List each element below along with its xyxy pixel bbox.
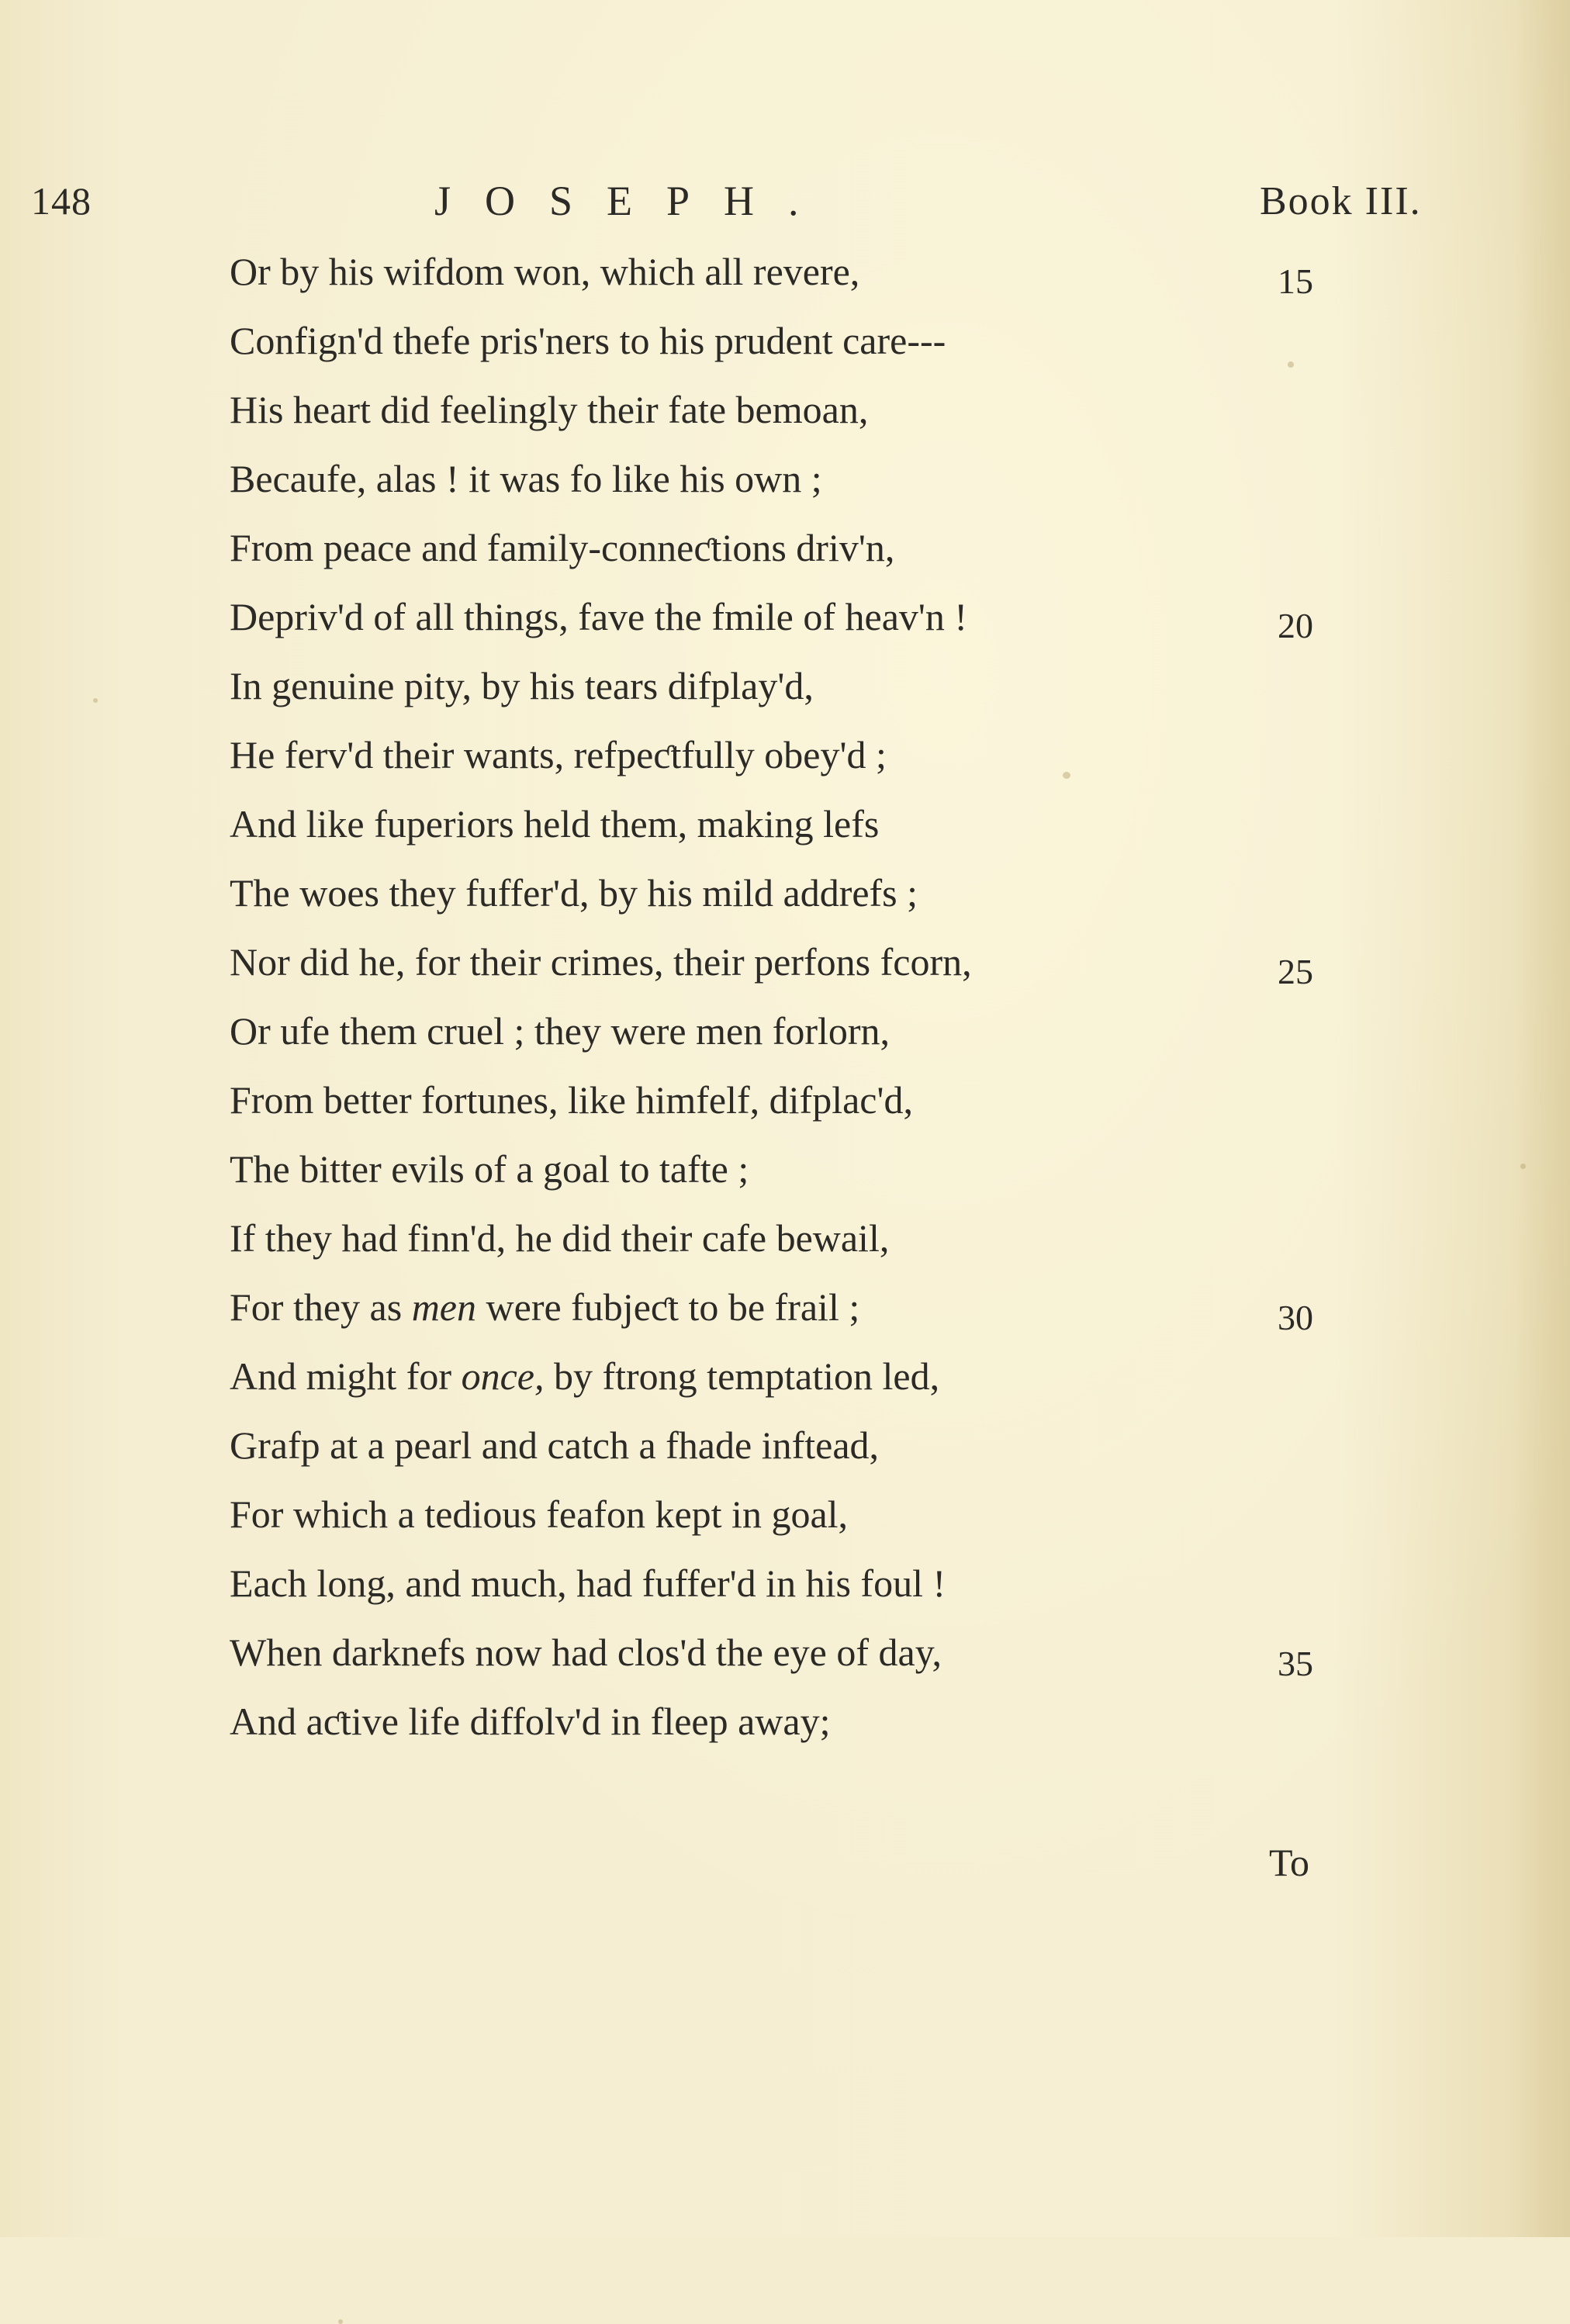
verse-line: Depriv'd of all things, fave the fmile of heav'n ! xyxy=(230,595,968,638)
paper-speck xyxy=(1063,772,1070,779)
verse-line: For which a tedious feafon kept in goal, xyxy=(230,1492,849,1536)
verse-line: From peace and family-conneƈtions driv'n, xyxy=(230,526,895,569)
verse-line: Becaufe, alas ! it was fo like his own ; xyxy=(230,457,822,500)
verse-line: If they had finn'd, he did their cafe bewail, xyxy=(230,1216,890,1260)
catchword: To xyxy=(1269,1841,1310,1884)
page-edge-shading xyxy=(1516,0,1570,2237)
verse-line-italic-once: And might for once, by ftrong temptation led, xyxy=(230,1354,940,1398)
paper-speck xyxy=(93,698,98,703)
verse-line: Nor did he, for their crimes, their perfons fcorn, xyxy=(230,940,972,984)
line-number-35: 35 xyxy=(1278,1644,1313,1683)
verse-line: Or ufe them cruel ; they were men forlorn, xyxy=(230,1009,890,1053)
verse-line-italic-men: For they as men were fubjeƈt to be frail ; xyxy=(230,1285,860,1329)
italic-word: men xyxy=(411,1285,477,1329)
verse-block xyxy=(230,237,1238,1756)
line-number-20: 20 xyxy=(1278,606,1313,645)
verse-line: Grafp at a pearl and catch a fhade inftead, xyxy=(230,1423,880,1467)
verse-line: When darknefs now had clos'd the eye of day, xyxy=(230,1631,942,1674)
book-label: Book III. xyxy=(1260,179,1422,223)
paper-speck xyxy=(1288,361,1294,368)
verse-line: Each long, and much, had fuffer'd in his foul ! xyxy=(230,1561,946,1605)
verse-line: In genuine pity, by his tears difplay'd, xyxy=(230,664,814,707)
verse-line: The woes they fuffer'd, by his mild addrefs ; xyxy=(230,871,918,915)
line-number-15: 15 xyxy=(1278,261,1313,301)
verse-line: The bitter evils of a goal to tafte ; xyxy=(230,1147,749,1191)
running-title: JOSEPH. xyxy=(434,178,833,224)
italic-word: once, xyxy=(461,1354,545,1398)
verse-line: He ferv'd their wants, refpeƈtfully obey'd ; xyxy=(230,733,887,776)
verse-line: Or by his wifdom won, which all revere, xyxy=(230,250,860,293)
line-number-30: 30 xyxy=(1278,1298,1313,1337)
paper-speck xyxy=(1520,1164,1526,1169)
verse-line: And like fuperiors held them, making lefs xyxy=(230,802,880,846)
verse-line: From better fortunes, like himfelf, difplac'd, xyxy=(230,1078,913,1122)
verse-line: His heart did feelingly their fate bemoan, xyxy=(230,388,869,431)
verse-line: Confign'd thefe pris'ners to his prudent care--- xyxy=(230,319,946,362)
line-number-25: 25 xyxy=(1278,952,1313,991)
page-number: 148 xyxy=(31,179,92,223)
paper-speck xyxy=(338,2319,343,2324)
verse-line: And aƈtive life diffolv'd in fleep away; xyxy=(230,1700,831,1743)
